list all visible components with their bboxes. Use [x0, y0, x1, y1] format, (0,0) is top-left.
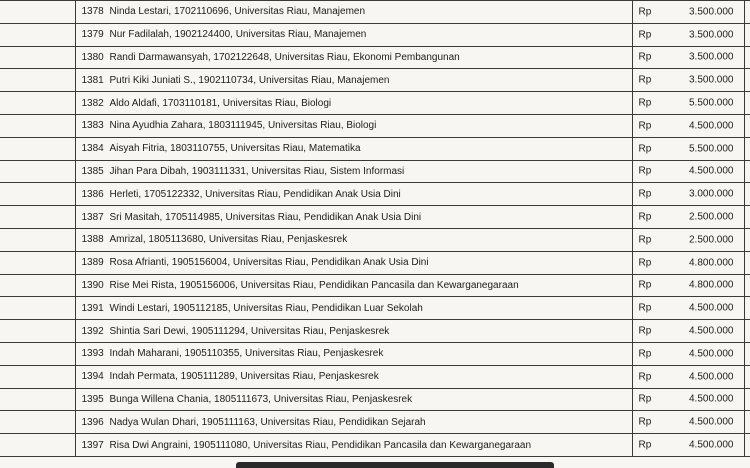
row-recipient-text: Windi Lestari, 1905112185, Universitas Riau, Pendidikan Luar Sekolah: [109, 302, 423, 314]
row-amount-cell: [632, 365, 744, 388]
row-description-cell: [75, 1, 632, 24]
row-number: 1386: [81, 188, 104, 200]
table-row: [0, 365, 750, 388]
row-recipient-text: Sri Masitah, 1705114985, Universitas Riau, Pendidikan Anak Usia Dini: [109, 211, 422, 223]
row-amount-cell: [632, 411, 744, 434]
row-recipient-text: Randi Darmawansyah, 1702122648, Universitas Riau, Ekonomi Pembangunan: [109, 51, 460, 63]
row-recipient-text: Bunga Willena Chania, 1805111673, Universitas Riau, Penjaskesrek: [109, 393, 413, 405]
row-recipient-text: Amrizal, 1805113680, Universitas Riau, Penjaskesrek: [109, 234, 348, 246]
row-amount-cell: [632, 274, 744, 297]
row-recipient-text: Rosa Afrianti, 1905156004, Universitas Riau, Pendidikan Anak Usia Dini: [109, 257, 429, 269]
currency-label: Rp: [638, 302, 652, 314]
amount-value: 4.500.000: [689, 416, 734, 428]
row-number: 1379: [81, 29, 104, 41]
currency-label: Rp: [638, 143, 652, 155]
currency-label: Rp: [638, 325, 652, 337]
row-margin-cell: [0, 69, 75, 92]
row-recipient-text: Indah Permata, 1905111289, Universitas Riau, Penjaskesrek: [109, 371, 379, 383]
row-margin-cell: [0, 274, 75, 297]
row-number: 1388: [81, 234, 104, 246]
row-number: 1385: [81, 165, 104, 177]
row-description-cell: [75, 69, 632, 92]
row-margin-cell: [0, 23, 75, 46]
amount-value: 5.500.000: [689, 97, 734, 109]
row-recipient-text: Putri Kiki Juniati S., 1902110734, Universitas Riau, Manajemen: [109, 74, 390, 86]
currency-label: Rp: [638, 6, 652, 18]
row-amount-cell: [632, 160, 744, 183]
row-amount-cell: [632, 46, 744, 69]
row-edge-cell: [744, 23, 750, 46]
row-edge-cell: [744, 434, 750, 457]
currency-label: Rp: [638, 439, 652, 451]
currency-label: Rp: [638, 165, 652, 177]
recipient-table-body: [0, 1, 750, 457]
row-description-cell: [75, 23, 632, 46]
row-description-cell: [75, 342, 632, 365]
row-amount-cell: [632, 251, 744, 274]
row-description-cell: [75, 160, 632, 183]
row-description-cell: [75, 411, 632, 434]
row-description-cell: [75, 92, 632, 115]
currency-label: Rp: [638, 51, 652, 63]
row-description-cell: [75, 365, 632, 388]
row-description-cell: [75, 251, 632, 274]
row-recipient-text: Ninda Lestari, 1702110696, Universitas Riau, Manajemen: [109, 6, 366, 18]
table-row: [0, 46, 750, 69]
amount-value: 3.500.000: [689, 74, 734, 86]
row-edge-cell: [744, 114, 750, 137]
row-amount-cell: [632, 1, 744, 24]
row-edge-cell: [744, 1, 750, 24]
currency-label: Rp: [638, 29, 652, 41]
row-recipient-text: Nadya Wulan Dhari, 1905111163, Universitas Riau, Pendidikan Sejarah: [109, 416, 426, 428]
row-number: 1387: [81, 211, 104, 223]
row-edge-cell: [744, 411, 750, 434]
row-description-cell: [75, 137, 632, 160]
currency-label: Rp: [638, 393, 652, 405]
amount-value: 4.500.000: [689, 439, 734, 451]
row-number: 1396: [81, 416, 104, 428]
row-edge-cell: [744, 251, 750, 274]
amount-value: 4.800.000: [689, 279, 734, 291]
row-edge-cell: [744, 274, 750, 297]
row-margin-cell: [0, 342, 75, 365]
row-margin-cell: [0, 206, 75, 229]
table-row: [0, 342, 750, 365]
row-recipient-text: Aldo Aldafi, 1703110181, Universitas Riau, Biologi: [109, 97, 332, 109]
currency-label: Rp: [638, 371, 652, 383]
amount-value: 3.500.000: [689, 51, 734, 63]
row-edge-cell: [744, 92, 750, 115]
row-number: 1395: [81, 393, 104, 405]
row-description-cell: [75, 183, 632, 206]
row-recipient-text: Jihan Para Dibah, 1903111331, Universitas Riau, Sistem Informasi: [109, 165, 405, 177]
row-number: 1389: [81, 257, 104, 269]
row-edge-cell: [744, 183, 750, 206]
row-number: 1381: [81, 74, 104, 86]
table-row: [0, 114, 750, 137]
row-number: 1392: [81, 325, 104, 337]
row-edge-cell: [744, 46, 750, 69]
row-edge-cell: [744, 160, 750, 183]
row-number: 1382: [81, 97, 104, 109]
row-amount-cell: [632, 183, 744, 206]
row-amount-cell: [632, 92, 744, 115]
currency-label: Rp: [638, 120, 652, 132]
row-amount-cell: [632, 23, 744, 46]
currency-label: Rp: [638, 416, 652, 428]
row-number: 1397: [81, 439, 104, 451]
amount-value: 3.500.000: [689, 29, 734, 41]
table-row: [0, 228, 750, 251]
table-row: [0, 137, 750, 160]
table-row: [0, 23, 750, 46]
row-amount-cell: [632, 388, 744, 411]
row-number: 1380: [81, 51, 104, 63]
table-row: [0, 183, 750, 206]
amount-value: 4.500.000: [689, 371, 734, 383]
amount-value: 4.800.000: [689, 257, 734, 269]
amount-value: 5.500.000: [689, 143, 734, 155]
row-number: 1378: [81, 6, 104, 18]
amount-value: 4.500.000: [689, 165, 734, 177]
row-margin-cell: [0, 411, 75, 434]
amount-value: 2.500.000: [689, 234, 734, 246]
row-edge-cell: [744, 320, 750, 343]
row-edge-cell: [744, 365, 750, 388]
amount-value: 4.500.000: [689, 120, 734, 132]
row-recipient-text: Herleti, 1705122332, Universitas Riau, Pendidikan Anak Usia Dini: [109, 188, 401, 200]
row-edge-cell: [744, 206, 750, 229]
row-margin-cell: [0, 114, 75, 137]
row-description-cell: [75, 274, 632, 297]
row-margin-cell: [0, 137, 75, 160]
row-edge-cell: [744, 137, 750, 160]
row-amount-cell: [632, 69, 744, 92]
row-margin-cell: [0, 183, 75, 206]
amount-value: 4.500.000: [689, 302, 734, 314]
amount-value: 3.000.000: [689, 188, 734, 200]
row-description-cell: [75, 388, 632, 411]
row-edge-cell: [744, 297, 750, 320]
row-edge-cell: [744, 342, 750, 365]
row-margin-cell: [0, 365, 75, 388]
row-number: 1393: [81, 348, 104, 360]
row-margin-cell: [0, 388, 75, 411]
row-recipient-text: Risa Dwi Angraini, 1905111080, Universitas Riau, Pendidikan Pancasila dan Kewarganegaraan: [109, 439, 532, 451]
row-edge-cell: [744, 388, 750, 411]
row-amount-cell: [632, 206, 744, 229]
row-number: 1390: [81, 279, 104, 291]
row-amount-cell: [632, 297, 744, 320]
table-row: [0, 411, 750, 434]
row-recipient-text: Rise Mei Rista, 1905156006, Universitas Riau, Pendidikan Pancasila dan Kewarganegaraan: [109, 279, 519, 291]
row-margin-cell: [0, 92, 75, 115]
currency-label: Rp: [638, 97, 652, 109]
table-row: [0, 206, 750, 229]
row-margin-cell: [0, 320, 75, 343]
currency-label: Rp: [638, 211, 652, 223]
table-row: [0, 251, 750, 274]
row-description-cell: [75, 434, 632, 457]
row-recipient-text: Nina Ayudhia Zahara, 1803111945, Universitas Riau, Biologi: [109, 120, 377, 132]
row-number: 1384: [81, 143, 104, 155]
amount-value: 2.500.000: [689, 211, 734, 223]
row-recipient-text: Aisyah Fitria, 1803110755, Universitas Riau, Matematika: [109, 143, 361, 155]
row-number: 1383: [81, 120, 104, 132]
table-row: [0, 320, 750, 343]
row-margin-cell: [0, 228, 75, 251]
amount-value: 4.500.000: [689, 348, 734, 360]
row-number: 1394: [81, 371, 104, 383]
currency-label: Rp: [638, 257, 652, 269]
amount-value: 4.500.000: [689, 325, 734, 337]
scanner-shadow-bar: [236, 462, 554, 468]
row-number: 1391: [81, 302, 104, 314]
row-margin-cell: [0, 434, 75, 457]
row-margin-cell: [0, 46, 75, 69]
row-description-cell: [75, 297, 632, 320]
row-description-cell: [75, 206, 632, 229]
row-recipient-text: Shintia Sari Dewi, 1905111294, Universitas Riau, Penjaskesrek: [109, 325, 390, 337]
row-amount-cell: [632, 114, 744, 137]
table-row: [0, 297, 750, 320]
row-recipient-text: Indah Maharani, 1905110355, Universitas Riau, Penjaskesrek: [109, 348, 384, 360]
table-row: [0, 69, 750, 92]
table-row: [0, 92, 750, 115]
currency-label: Rp: [638, 74, 652, 86]
currency-label: Rp: [638, 279, 652, 291]
row-edge-cell: [744, 69, 750, 92]
row-recipient-text: Nur Fadilalah, 1902124400, Universitas Riau, Manajemen: [109, 29, 367, 41]
table-row: [0, 1, 750, 24]
currency-label: Rp: [638, 348, 652, 360]
amount-value: 3.500.000: [689, 6, 734, 18]
row-description-cell: [75, 114, 632, 137]
table-row: [0, 274, 750, 297]
row-amount-cell: [632, 434, 744, 457]
row-margin-cell: [0, 1, 75, 24]
row-description-cell: [75, 228, 632, 251]
row-amount-cell: [632, 320, 744, 343]
currency-label: Rp: [638, 234, 652, 246]
row-margin-cell: [0, 160, 75, 183]
row-amount-cell: [632, 228, 744, 251]
row-amount-cell: [632, 137, 744, 160]
row-description-cell: [75, 46, 632, 69]
currency-label: Rp: [638, 188, 652, 200]
table-row: [0, 160, 750, 183]
row-margin-cell: [0, 297, 75, 320]
table-row: [0, 388, 750, 411]
row-edge-cell: [744, 228, 750, 251]
row-description-cell: [75, 320, 632, 343]
row-amount-cell: [632, 342, 744, 365]
amount-value: 4.500.000: [689, 393, 734, 405]
row-margin-cell: [0, 251, 75, 274]
table-row: [0, 434, 750, 457]
